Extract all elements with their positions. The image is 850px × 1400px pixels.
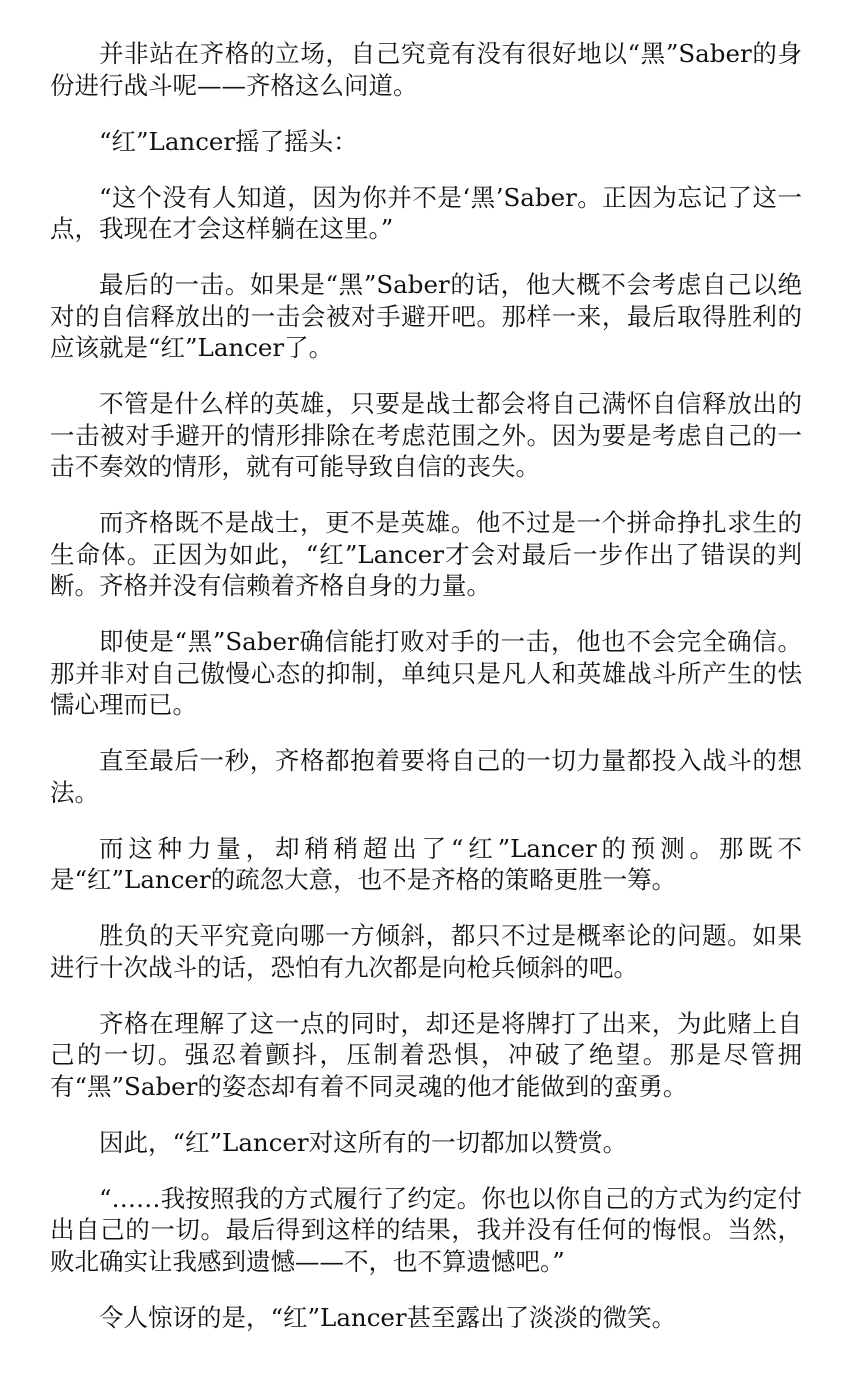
paragraph-11: 齐格在理解了这一点的同时，却还是将牌打了出来，为此赌上自己的一切。强忍着颤抖，压制着恐惧，冲破了绝望。那是尽管拥有“黑”Saber的姿态却有着不同灵魂的他才能做到的蛮勇。 — [50, 1008, 802, 1101]
paragraph-1: 并非站在齐格的立场，自己究竟有没有很好地以“黑”Saber的身份进行战斗呢——齐格这么问道。 — [50, 39, 802, 100]
paragraph-10: 胜负的天平究竟向哪一方倾斜，都只不过是概率论的问题。如果进行十次战斗的话，恐怕有九次都是向枪兵倾斜的吧。 — [50, 921, 802, 982]
paragraph-3: “这个没有人知道，因为你并不是‘黑’Saber。正因为忘记了这一点，我现在才会这样躺在这里。” — [50, 182, 802, 243]
paragraph-12: 因此，“红”Lancer对这所有的一切都加以赞赏。 — [99, 1127, 628, 1157]
paragraph-8: 直至最后一秒，齐格都抱着要将自己的一切力量都投入战斗的想法。 — [50, 746, 802, 807]
paragraph-5: 不管是什么样的英雄，只要是战士都会将自己满怀自信释放出的一击被对手避开的情形排除在考虑范围之外。因为要是考虑自己的一击不奏效的情形，就有可能导致自信的丧失。 — [50, 389, 802, 481]
paragraph-13: “……我按照我的方式履行了约定。你也以你自己的方式为约定付出自己的一切。最后得到这样的结果，我并没有任何的悔恨。当然，败北确实让我感到遗憾——不，也不算遗憾吧。” — [50, 1183, 802, 1276]
paragraph-9: 而这种力量，却稍稍超出了“红”Lancer的预测。那既不是“红”Lancer的疏忽大意，也不是齐格的策略更胜一筹。 — [50, 833, 802, 894]
paragraph-2: “红”Lancer摇了摇头： — [99, 126, 358, 156]
paragraph-4: 最后的一击。如果是“黑”Saber的话，他大概不会考虑自己以绝对的自信释放出的一击会被对手避开吧。那样一来，最后取得胜利的应该就是“红”Lancer了。 — [50, 270, 802, 362]
document-page — [50, 38, 802, 1358]
paragraph-14: 令人惊讶的是，“红”Lancer甚至露出了淡淡的微笑。 — [99, 1302, 677, 1332]
paragraph-7: 即使是“黑”Saber确信能打败对手的一击，他也不会完全确信。那并非对自己傲慢心态的抑制，单纯只是凡人和英雄战斗所产生的怯懦心理而已。 — [50, 627, 802, 719]
paragraph-6: 而齐格既不是战士，更不是英雄。他不过是一个拼命挣扎求生的生命体。正因为如此，“红”Lancer才会对最后一步作出了错误的判断。齐格并没有信赖着齐格自身的力量。 — [50, 508, 802, 600]
